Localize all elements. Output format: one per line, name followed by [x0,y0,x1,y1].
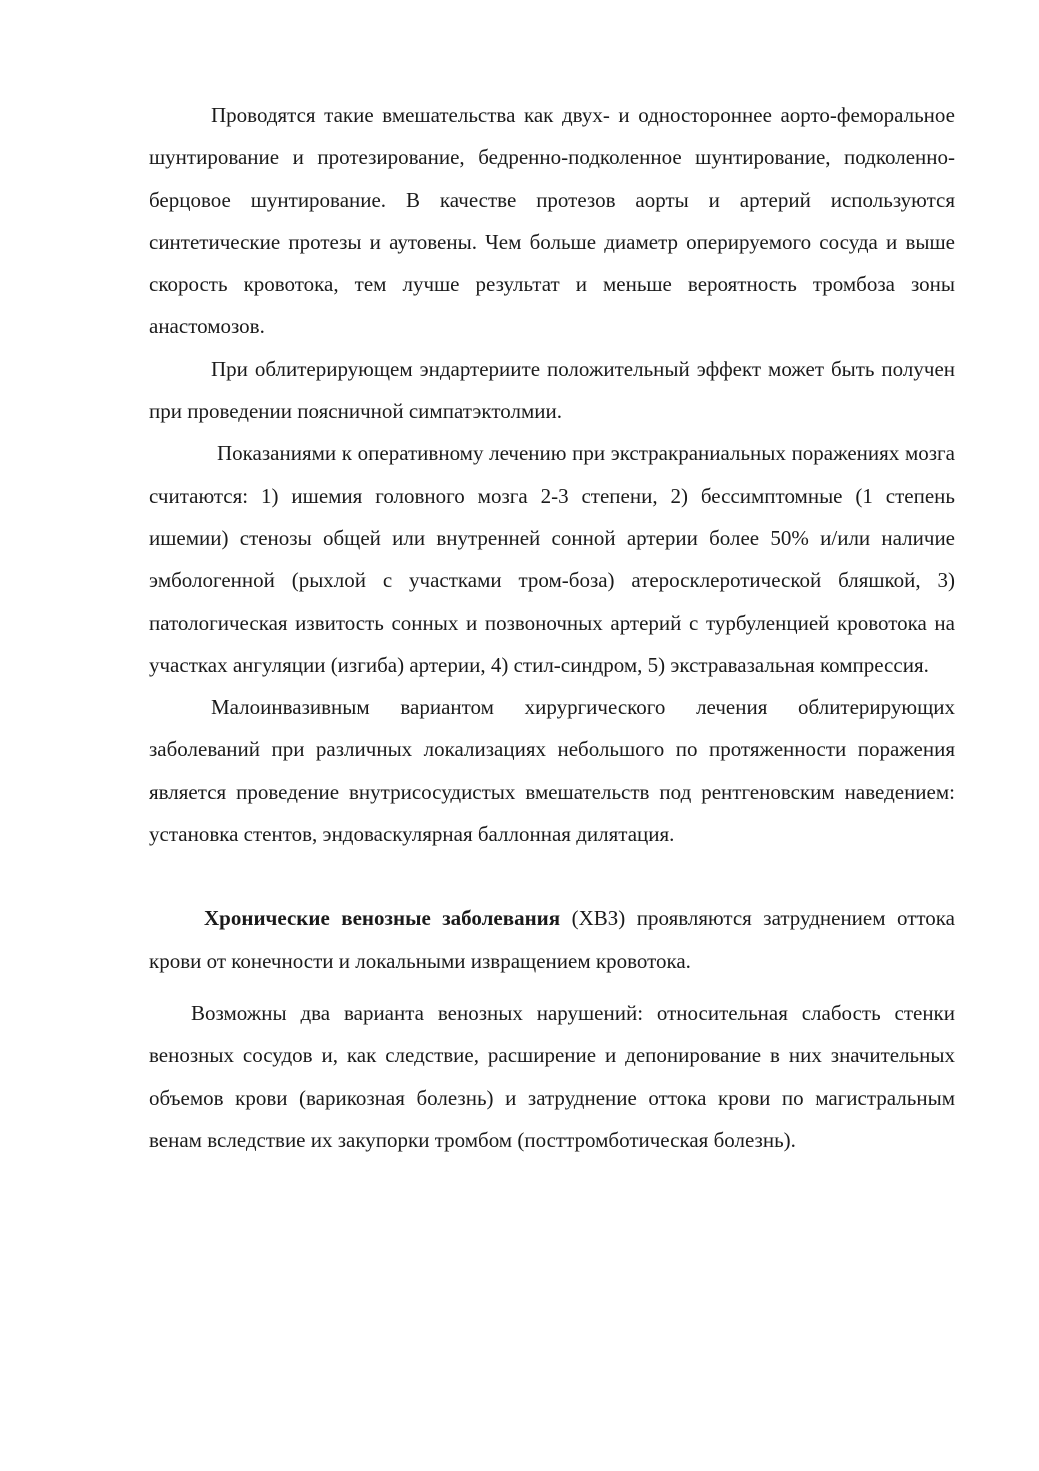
paragraph-venous-variants [149,992,955,1161]
paragraph-indications [149,432,955,686]
paragraph-text: Показаниями к оперативному лечению при экстракраниальных поражениях мозга считаются: 1) ишемия головного мозга 2-3 степени, 2) бессимптомные (1 степень ишемии) стенозы общей или внутренней сонной артерии более 50% и/или наличие эмбологенной (рыхлой с участками тром-боза) атеросклеротической бляшкой, 3) патологическая извитость сонных и позвоночных артерий с турбуленцией кровотока на участках ангуляции (изгиба) артерии, 4) стил-синдром, 5) экстравазальная компрессия. [149,441,955,677]
paragraph-chronic-venous [149,897,955,982]
paragraph-text: При облитерирующем эндартериите положительный эффект может быть получен при проведении поясничной симпатэктолмии. [149,356,955,424]
paragraph-minimally-invasive [149,686,955,855]
paragraph-text: Малоинвазивным вариантом хирургического лечения облитерирующих заболеваний при различных локализациях небольшого по протяженности поражения является проведение внутрисосудистых вмешательств под рентгеновским наведением: установка стентов, эндоваскулярная баллонная дилятация. [149,695,955,847]
bold-term: Хронические венозные заболевания [204,906,561,931]
paragraph-text: Возможны два варианта венозных нарушений: относительная слабость стенки венозных сосудов и, как следствие, расширение и депонирование в них значительных объемов крови (варикозная болезнь) и затруднение оттока крови по магистральным венам вследствие их закупорки тромбом (посттромботическая болезнь). [149,1000,955,1152]
paragraph-text: Проводятся такие вмешательства как двух- и одностороннее аорто-феморальное шунтирование и протезирование, бедренно-подколенное шунтирование, подколенно-берцовое шунтирование. В качестве протезов аорты и артерий используются синтетические протезы и аутовены. Чем больше диаметр оперируемого сосуда и выше скорость кровотока, тем лучше результат и меньше вероятность тромбоза зоны анастомозов. [149,103,955,339]
paragraph-shunting [149,94,955,348]
paragraph-text: (ХВЗ) проявляются затруднением оттока крови от конечности и локальными извращением кровотока. [149,906,955,973]
document-page [149,94,955,1161]
paragraph-endarteritis [149,348,955,433]
